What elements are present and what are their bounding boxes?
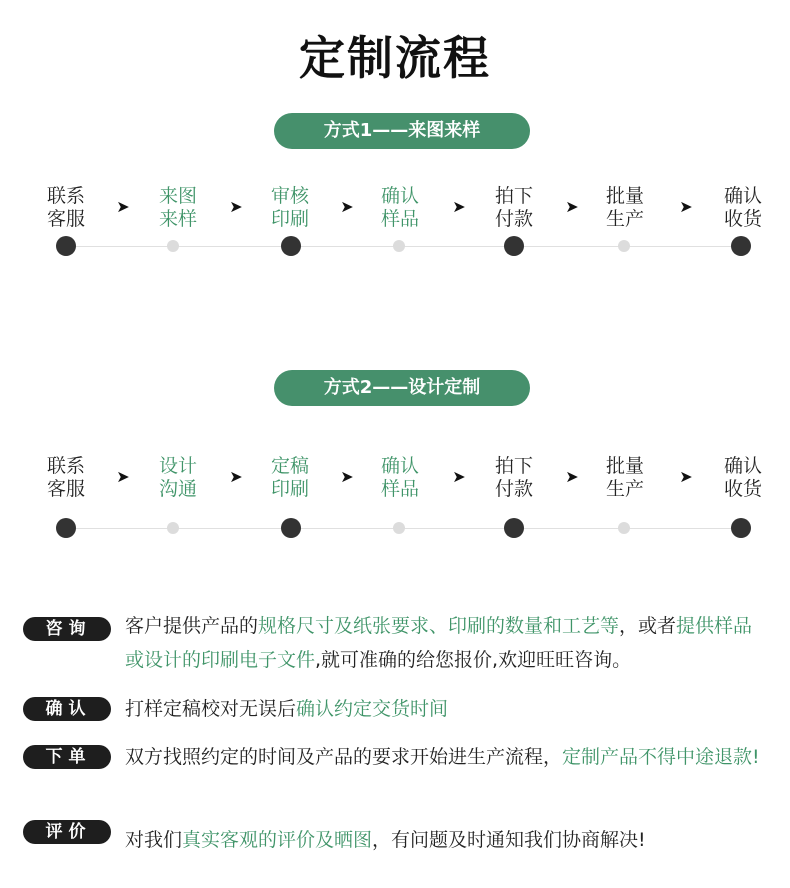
method2-step-7 xyxy=(703,455,783,501)
highlight-text: 确认约定交货时间 xyxy=(296,698,449,720)
step-line2: 付款 xyxy=(494,208,533,230)
timeline-dot xyxy=(281,518,301,538)
step-line2: 沟通 xyxy=(158,478,197,500)
step-line1: 审核 xyxy=(270,185,309,207)
step-line2: 客服 xyxy=(46,208,85,230)
arrow-icon: ➤ xyxy=(340,467,354,486)
timeline-dot xyxy=(56,518,76,538)
timeline-dot xyxy=(56,236,76,256)
step-line1: 批量 xyxy=(605,455,644,477)
arrow-icon: ➤ xyxy=(229,197,243,216)
arrow-icon: ➤ xyxy=(565,467,579,486)
timeline-dot xyxy=(731,518,751,538)
arrow-icon: ➤ xyxy=(565,197,579,216)
arrow-icon: ➤ xyxy=(679,467,693,486)
step-line2: 印刷 xyxy=(270,478,309,500)
highlight-text: 提供样品或设计的印刷电子文件 xyxy=(125,615,753,671)
step-line1: 确认 xyxy=(723,455,762,477)
method2-step-3 xyxy=(250,455,330,501)
timeline-dot xyxy=(167,240,179,252)
timeline-dot xyxy=(504,236,524,256)
step-line1: 拍下 xyxy=(494,455,533,477)
arrow-icon: ➤ xyxy=(229,467,243,486)
order-text xyxy=(125,740,765,774)
step-line2: 生产 xyxy=(605,478,644,500)
step-line1: 确认 xyxy=(380,185,419,207)
text: ,就可准确的给您报价,欢迎旺旺咨询。 xyxy=(315,649,632,671)
timeline-dot xyxy=(618,240,630,252)
page-title: 定制流程 xyxy=(299,31,491,85)
method1-step-3 xyxy=(250,185,330,231)
text: 打样定稿校对无误后 xyxy=(125,698,297,720)
timeline-dot xyxy=(731,236,751,256)
consult-badge: 咨询 xyxy=(23,617,111,641)
timeline-dot xyxy=(393,240,405,252)
timeline-dot xyxy=(393,522,405,534)
highlight-text: 规格尺寸及纸张要求、印刷的数量和工艺等 xyxy=(258,615,620,637)
step-line1: 联系 xyxy=(46,455,85,477)
highlight-text: 定制产品不得中途退款! xyxy=(562,746,760,768)
method1-step-7 xyxy=(703,185,783,231)
timeline-dot xyxy=(618,522,630,534)
step-line1: 批量 xyxy=(605,185,644,207)
timeline-dot xyxy=(167,522,179,534)
confirm-text xyxy=(125,692,765,726)
step-line1: 定稿 xyxy=(270,455,309,477)
step-line2: 样品 xyxy=(380,208,419,230)
arrow-icon: ➤ xyxy=(116,197,130,216)
step-line1: 联系 xyxy=(46,185,85,207)
highlight-text: 真实客观的评价及晒图 xyxy=(182,829,373,851)
arrow-icon: ➤ xyxy=(116,467,130,486)
method1-step-6 xyxy=(585,185,665,231)
step-line2: 客服 xyxy=(46,478,85,500)
text: 客户提供产品的 xyxy=(125,615,259,637)
method1-step-1 xyxy=(26,185,106,231)
text: ，有问题及时通知我们协商解决! xyxy=(372,829,646,851)
consult-text xyxy=(125,609,765,677)
review-text xyxy=(125,823,765,857)
arrow-icon: ➤ xyxy=(452,467,466,486)
method1-step-2 xyxy=(138,185,218,231)
arrow-icon: ➤ xyxy=(679,197,693,216)
timeline-dot xyxy=(281,236,301,256)
method2-step-6 xyxy=(585,455,665,501)
method2-step-1 xyxy=(26,455,106,501)
method1-flow xyxy=(0,185,790,265)
method1-step-4 xyxy=(360,185,440,231)
text: 对我们 xyxy=(125,829,183,851)
method2-title-pill: 方式2——设计定制 xyxy=(274,370,530,406)
step-line1: 确认 xyxy=(723,185,762,207)
step-line2: 收货 xyxy=(723,208,762,230)
text: ，或者 xyxy=(619,615,677,637)
timeline-dot xyxy=(504,518,524,538)
order-badge: 下单 xyxy=(23,745,111,769)
step-line1: 设计 xyxy=(158,455,197,477)
method1-title-pill: 方式1——来图来样 xyxy=(274,113,530,149)
step-line2: 样品 xyxy=(380,478,419,500)
step-line2: 生产 xyxy=(605,208,644,230)
confirm-badge: 确认 xyxy=(23,697,111,721)
step-line1: 来图 xyxy=(158,185,197,207)
step-line1: 确认 xyxy=(380,455,419,477)
step-line2: 收货 xyxy=(723,478,762,500)
method2-step-5 xyxy=(474,455,554,501)
step-line2: 印刷 xyxy=(270,208,309,230)
arrow-icon: ➤ xyxy=(340,197,354,216)
method1-step-5 xyxy=(474,185,554,231)
step-line2: 来样 xyxy=(158,208,197,230)
step-line2: 付款 xyxy=(494,478,533,500)
review-badge: 评价 xyxy=(23,820,111,844)
text: 双方找照约定的时间及产品的要求开始进生产流程， xyxy=(125,746,563,768)
method2-step-2 xyxy=(138,455,218,501)
step-line1: 拍下 xyxy=(494,185,533,207)
arrow-icon: ➤ xyxy=(452,197,466,216)
method2-step-4 xyxy=(360,455,440,501)
